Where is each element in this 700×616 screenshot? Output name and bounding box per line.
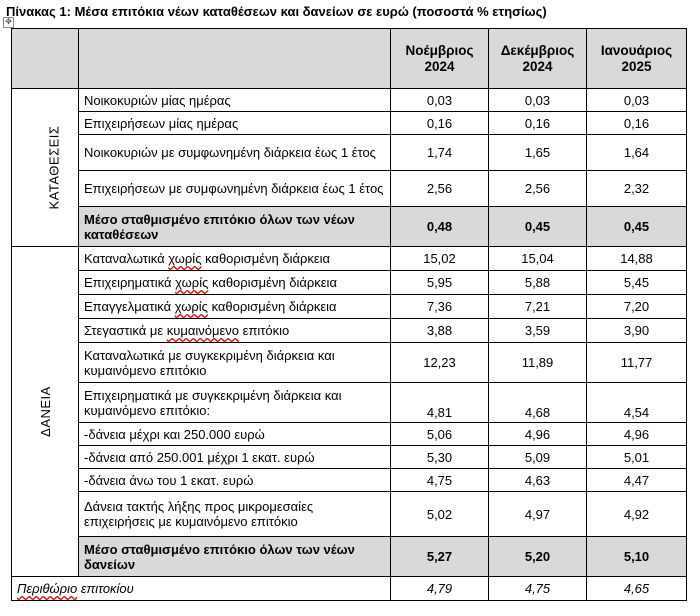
value-cell: 4,47 [587, 469, 687, 492]
value-cell: 4,96 [587, 423, 687, 446]
value-cell: 2,32 [587, 171, 687, 207]
value-cell: 0,45 [587, 207, 687, 247]
value-cell: 0,45 [489, 207, 587, 247]
column-year: 2024 [522, 58, 553, 74]
column-header-dec-2024 [489, 29, 587, 89]
value-cell: 0,16 [489, 112, 587, 135]
column-year: 2025 [621, 58, 652, 74]
value-cell: 0,03 [587, 89, 687, 112]
value-cell: 5,20 [489, 537, 587, 577]
row-label: Στεγαστικά με κυμαινόμενο επιτόκιο [79, 319, 391, 343]
row-label: -δάνεια από 250.001 μέχρι 1 εκατ. ευρώ [79, 446, 391, 469]
header-label-cell [79, 29, 391, 89]
table-row [12, 112, 687, 135]
table-row [12, 383, 687, 423]
value-cell: 12,23 [391, 343, 489, 383]
value-cell: 0,03 [489, 89, 587, 112]
category-deposits [12, 89, 79, 247]
value-cell: 11,89 [489, 343, 587, 383]
value-cell: 1,64 [587, 135, 687, 171]
value-cell: 4,81 [391, 383, 489, 423]
value-cell: 5,02 [391, 492, 489, 537]
row-label: Καταναλωτικά με συγκεκριμένη διάρκεια και κυμαινόμενο επιτόκιο [79, 343, 391, 383]
row-label: -δάνεια μέχρι και 250.000 ευρώ [79, 423, 391, 446]
table-row [12, 171, 687, 207]
value-cell: 5,06 [391, 423, 489, 446]
value-cell: 2,56 [391, 171, 489, 207]
value-cell: 4,75 [391, 469, 489, 492]
column-header-jan-2025 [587, 29, 687, 89]
table-row [12, 135, 687, 171]
table-row [12, 446, 687, 469]
value-cell: 0,48 [391, 207, 489, 247]
value-cell: 1,74 [391, 135, 489, 171]
table-row [12, 271, 687, 295]
row-label: Επιχειρήσεων μίας ημέρας [79, 112, 391, 135]
value-cell: 5,27 [391, 537, 489, 577]
table-row [12, 423, 687, 446]
table-row [12, 247, 687, 271]
row-label: Καταναλωτικά χωρίς καθορισμένη διάρκεια [79, 247, 391, 271]
value-cell: 4,68 [489, 383, 587, 423]
column-year: 2024 [424, 58, 455, 74]
value-cell: 5,10 [587, 537, 687, 577]
column-month: Νοέμβριος [405, 42, 474, 58]
value-cell: 0,03 [391, 89, 489, 112]
row-label: Νοικοκυριών με συμφωνημένη διάρκεια έως 1 έτος [79, 135, 391, 171]
table-move-handle-icon[interactable]: ✥ [3, 17, 14, 28]
value-cell: 7,21 [489, 295, 587, 319]
value-cell: 0,16 [587, 112, 687, 135]
table-title: Πίνακας 1: Μέσα επιτόκια νέων καταθέσεων και δανείων σε ευρώ (ποσοστά % ετησίως) [6, 4, 547, 19]
table-row [12, 492, 687, 537]
row-label: Επιχειρήσεων με συμφωνημένη διάρκεια έως 1 έτος [79, 171, 391, 207]
header-empty-cell [12, 29, 79, 89]
row-label: -δάνεια άνω του 1 εκατ. ευρώ [79, 469, 391, 492]
value-cell: 3,88 [391, 319, 489, 343]
value-cell: 14,88 [587, 247, 687, 271]
value-cell: 5,30 [391, 446, 489, 469]
value-cell: 4,54 [587, 383, 687, 423]
loans-total-row [12, 537, 687, 577]
interest-rates-table [11, 28, 687, 601]
table-row [12, 319, 687, 343]
table-row [12, 89, 687, 112]
value-cell: 4,97 [489, 492, 587, 537]
row-label: Μέσο σταθμισμένο επιτόκιο όλων των νέων καταθέσεων [79, 207, 391, 247]
category-label: ΔΑΝΕΙΑ [37, 386, 53, 437]
value-cell: 4,92 [587, 492, 687, 537]
value-cell: 7,36 [391, 295, 489, 319]
row-label: Επαγγελματικά χωρίς καθορισμένη διάρκεια [79, 295, 391, 319]
value-cell: 0,16 [391, 112, 489, 135]
value-cell: 3,90 [587, 319, 687, 343]
value-cell: 4,65 [587, 577, 687, 601]
row-label: Μέσο σταθμισμένο επιτόκιο όλων των νέων δανείων [79, 537, 391, 577]
row-label: Δάνεια τακτής λήξης προς μικρομεσαίες επιχειρήσεις με κυμαινόμενο επιτόκιο [79, 492, 391, 537]
row-label: Περιθώριο επιτοκίου [12, 577, 391, 601]
value-cell: 4,75 [489, 577, 587, 601]
value-cell: 5,45 [587, 271, 687, 295]
column-month: Ιανουάριος [600, 42, 673, 58]
deposits-total-row [12, 207, 687, 247]
value-cell: 5,95 [391, 271, 489, 295]
row-label: Επιχειρηματικά με συγκεκριμένη διάρκεια και κυμαινόμενο επιτόκιο: [79, 383, 391, 423]
value-cell: 4,96 [489, 423, 587, 446]
table-row [12, 295, 687, 319]
value-cell: 7,20 [587, 295, 687, 319]
value-cell: 2,56 [489, 171, 587, 207]
table-row [12, 469, 687, 492]
category-loans [12, 247, 79, 577]
value-cell: 4,79 [391, 577, 489, 601]
value-cell: 15,04 [489, 247, 587, 271]
value-cell: 11,77 [587, 343, 687, 383]
value-cell: 4,63 [489, 469, 587, 492]
row-label: Επιχειρηματικά χωρίς καθορισμένη διάρκεια [79, 271, 391, 295]
header-row [12, 29, 687, 89]
value-cell: 15,02 [391, 247, 489, 271]
table-row [12, 343, 687, 383]
category-label: ΚΑΤΑΘΕΣΕΙΣ [46, 125, 62, 210]
interest-margin-row [12, 577, 687, 601]
value-cell: 5,09 [489, 446, 587, 469]
row-label: Νοικοκυριών μίας ημέρας [79, 89, 391, 112]
column-header-nov-2024 [391, 29, 489, 89]
value-cell: 5,88 [489, 271, 587, 295]
value-cell: 5,01 [587, 446, 687, 469]
value-cell: 3,59 [489, 319, 587, 343]
column-month: Δεκέμβριος [500, 42, 575, 58]
value-cell: 1,65 [489, 135, 587, 171]
